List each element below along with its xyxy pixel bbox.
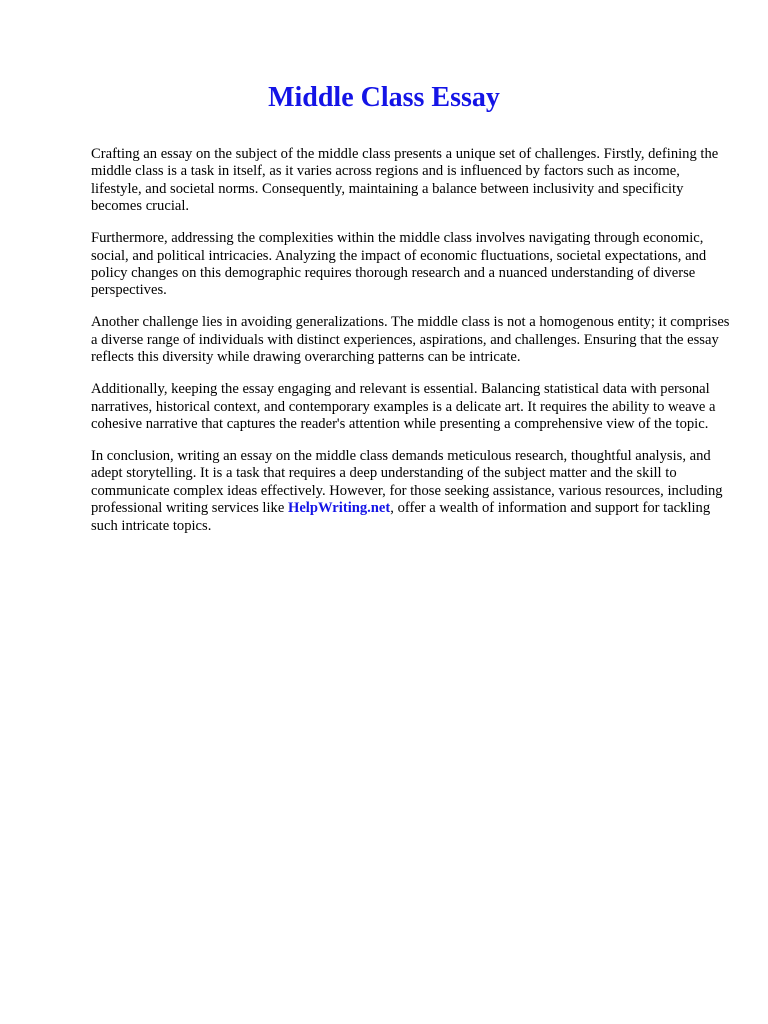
conclusion-text-after: , offer a wealth of information and support for tackling such intricate topics. (91, 500, 711, 534)
helpwriting-link[interactable]: HelpWriting.net (287, 500, 391, 517)
document-title: Middle Class Essay (268, 82, 500, 113)
paragraph-1: Crafting an essay on the subject of the middle class presents a unique set of challenges. Firstly, defining the middle class is a task in itself, as it varies across regions and is influenced by factors such as income, lifestyle, and societal norms. Consequently, maintaining a balance between inclusivity and specificity becomes crucial. (91, 146, 719, 215)
document-body (91, 146, 731, 550)
paragraph-4: Additionally, keeping the essay engaging and relevant is essential. Balancing statistical data with personal narratives, historical context, and contemporary examples is a delicate art. It requires the ability to weave a cohesive narrative that captures the reader's attention while presenting a comprehensive view of the topic. (91, 381, 716, 433)
paragraph-2: Furthermore, addressing the complexities within the middle class involves navigating through economic, social, and political intricacies. Analyzing the impact of economic fluctuations, societal expectations, and policy changes on this demographic requires thorough research and a nuanced understanding of diverse perspectives. (91, 230, 707, 299)
paragraph-3: Another challenge lies in avoiding generalizations. The middle class is not a homogenous entity; it comprises a diverse range of individuals with distinct experiences, aspirations, and challenges. Ensuring that the essay reflects this diversity while drawing overarching patterns can be intricate. (91, 314, 730, 366)
conclusion-text-before: In conclusion, writing an essay on the middle class demands meticulous research, thoughtful analysis, and adept storytelling. It is a task that requires a deep understanding of the subject matter and the skill to communicate complex ideas effectively. However, for those seeking assistance, various resources, including professional writing services like (91, 448, 723, 517)
paragraph-conclusion (91, 448, 731, 535)
